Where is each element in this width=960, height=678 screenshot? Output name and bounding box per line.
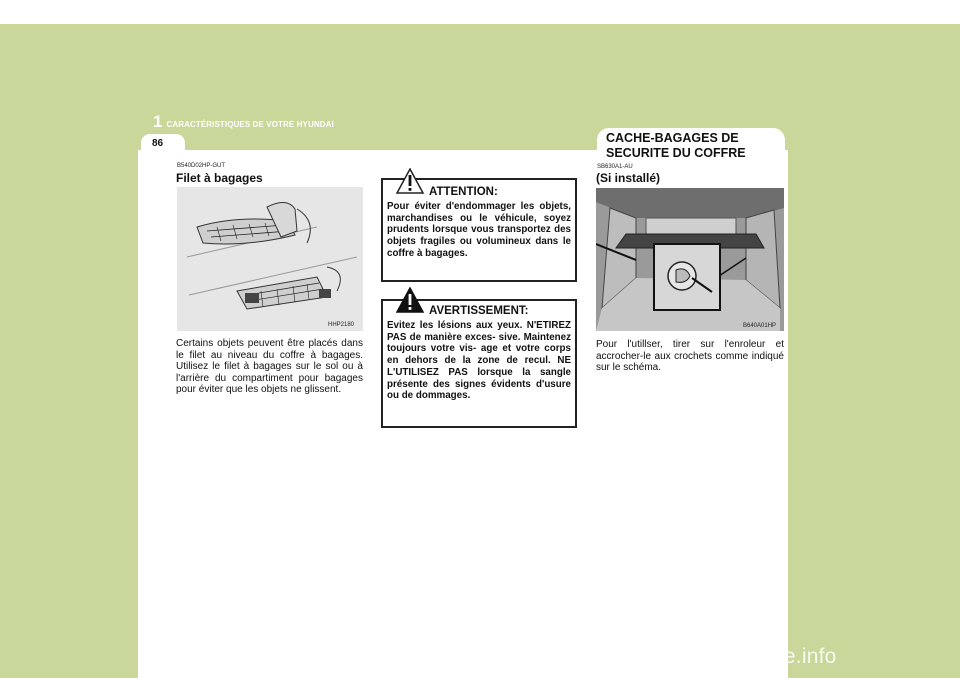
right-section-title: (Si installé) (596, 171, 661, 185)
luggage-net-drawing (177, 187, 363, 331)
chapter-number: 1 (153, 112, 163, 131)
right-body-text: Pour l'utillser, tirer sur l'enroleur et accrocher-le aux crochets comme indiqué sur le schéma. (596, 339, 784, 374)
right-figure-label: B640A01HP (743, 323, 777, 329)
left-section-code: B540D02HP-GUT (177, 163, 226, 169)
attention-text: Pour éviter d'endommager les objets, marchandises ou le véhicule, soyez prudents lorsque vous transportez des objets fragiles ou volumineux dans le coffre à bagages. (387, 201, 571, 259)
cargo-cover-drawing (596, 188, 784, 331)
left-section-title: Filet à bagages (176, 171, 263, 185)
cargo-cover-illustration (596, 188, 784, 331)
section-title-line1: CACHE-BAGAGES DE (606, 131, 739, 145)
chapter-header (153, 112, 334, 132)
attention-title: ATTENTION: (429, 186, 498, 198)
warning-text: Evitez les lésions aux yeux. N'ETIREZ PAS de manière exces- sive. Maintenez toujours votre vis- age et votre corps en dehors de la zone de recul. NE L'UTILISEZ PAS lorsque la sangle présente des signes évidents d'usure ou de dommages. (387, 320, 571, 402)
attention-box (381, 178, 577, 282)
warning-title: AVERTISSEMENT: (429, 305, 529, 317)
luggage-net-illustration (177, 187, 363, 331)
section-title (606, 131, 746, 161)
page-number: 86 (152, 138, 164, 149)
watermark: carmanualsonline.info (628, 645, 837, 668)
chapter-title: CARACTÉRISTIQUES DE VOTRE HYUNDAI (166, 120, 334, 129)
warning-box (381, 299, 577, 428)
right-section-code: SB630A1-AU (597, 164, 633, 170)
warning-icon (396, 287, 424, 313)
left-body-text: Certains objets peuvent être placés dans le filet au niveau du coffre à bagages. Utilisez le filet à bagages sur le sol ou à l'arrière du compartiment pour bagages pour éviter que les objets ne glissent. (176, 338, 363, 396)
section-title-line2: SECURITE DU COFFRE (606, 146, 746, 160)
left-figure-label: HHP2180 (328, 322, 355, 328)
attention-warning-icon (396, 168, 424, 194)
